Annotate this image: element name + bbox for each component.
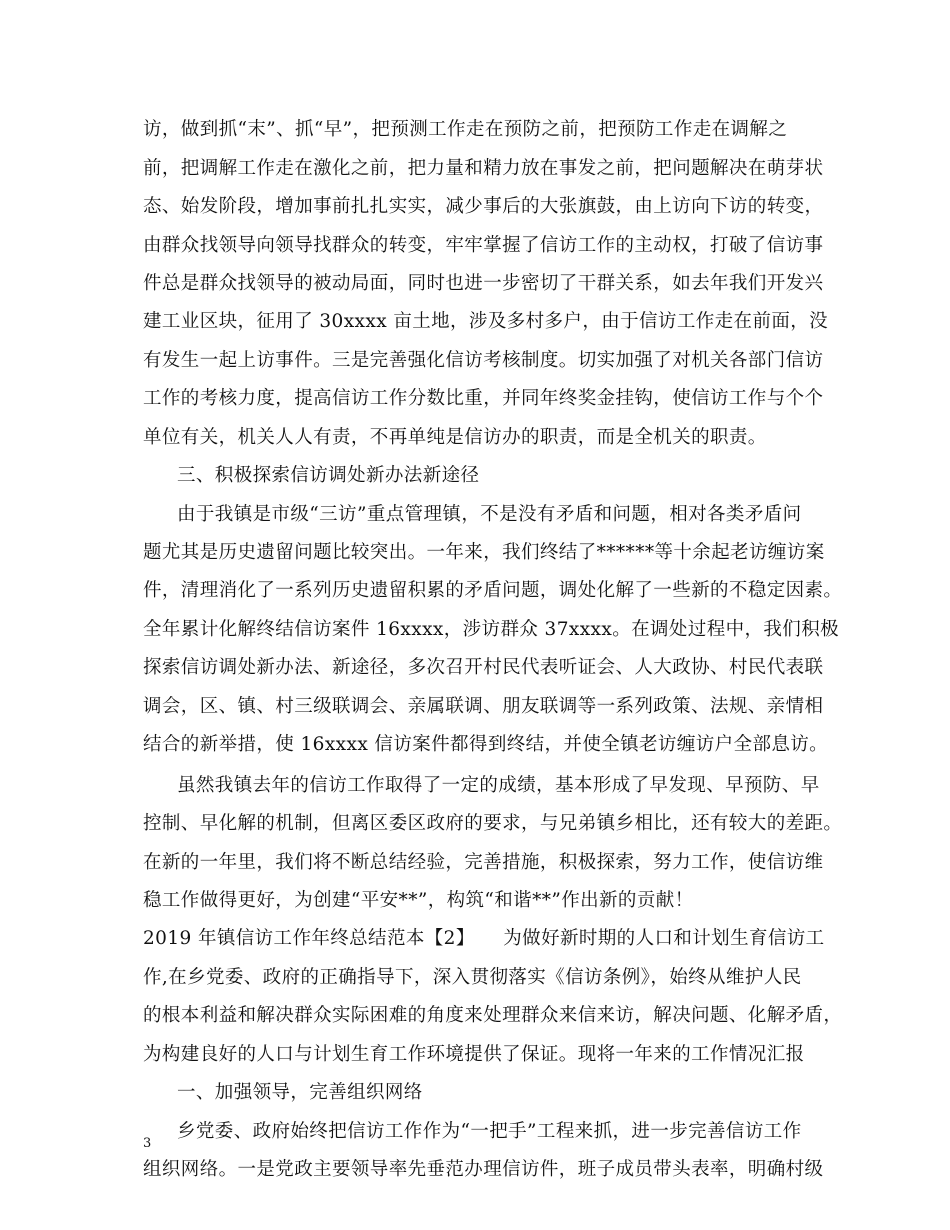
- text-line: 全年累计化解终结信访案件 16xxxx，涉访群众 37xxxx。在调处过程中，我们积极: [143, 619, 840, 640]
- text-line: 单位有关，机关人人有责，不再单纯是信访办的职责，而是全机关的职责。: [143, 427, 767, 448]
- text-line: 组织网络。一是党政主要领导率先垂范办理信访件，班子成员带头表率，明确村级: [143, 1159, 824, 1180]
- section-heading: 一、加强领导，完善组织网络: [177, 1082, 423, 1103]
- text-line: 的根本利益和解决群众实际困难的角度来处理群众来信来访，解决问题、化解矛盾，: [143, 1005, 843, 1026]
- text-line: 2019 年镇信访工作年终总结范本【2】 为做好新时期的人口和计划生育信访工: [143, 928, 825, 949]
- text-line: 工作的考核力度，提高信访工作分数比重，并同年终奖金挂钩，使信访工作与个个: [143, 388, 824, 409]
- text-line: 题尤其是历史遗留问题比较突出。一年来，我们终结了******等十余起老访缠访案: [143, 542, 825, 563]
- text-line: 乡党委、政府始终把信访工作作为“一把手”工程来抓，进一步完善信访工作: [177, 1121, 802, 1142]
- text-line: 控制、早化解的机制，但离区委区政府的要求，与兄弟镇乡相比，还有较大的差距。: [143, 813, 843, 834]
- text-line: 作,在乡党委、政府的正确指导下，深入贯彻落实《信访条例》，始终从维护人民: [143, 967, 802, 988]
- text-line: 结合的新举措，使 16xxxx 信访案件都得到终结，并使全镇老访缠访户全部息访。: [143, 734, 829, 755]
- text-line: 由于我镇是市级“三访”重点管理镇，不是没有矛盾和问题，相对各类矛盾问: [177, 504, 802, 525]
- text-line: 调会，区、镇、村三级联调会、亲属联调、朋友联调等一系列政策、法规、亲情相: [143, 696, 824, 717]
- text-line: 件，清理消化了一系列历史遗留积累的矛盾问题，调处化解了一些新的不稳定因素。: [143, 580, 843, 601]
- text-line: 虽然我镇去年的信访工作取得了一定的成绩，基本形成了早发现、早预防、早: [177, 775, 820, 796]
- text-line: 件总是群众找领导的被动局面，同时也进一步密切了干群关系，如去年我们开发兴: [143, 273, 824, 294]
- section-heading: 三、积极探索信访调处新办法新途径: [177, 465, 480, 486]
- text-line: 前，把调解工作走在激化之前，把力量和精力放在事发之前，把问题解决在萌芽状: [143, 158, 824, 179]
- text-line: 为构建良好的人口与计划生育工作环境提供了保证。现将一年来的工作情况汇报: [143, 1044, 805, 1065]
- text-line: 由群众找领导向领导找群众的转变，牢牢掌握了信访工作的主动权，打破了信访事: [143, 235, 824, 256]
- text-line: 建工业区块，征用了 30xxxx 亩土地，涉及多村多户，由于信访工作走在前面，没: [143, 311, 829, 332]
- text-line: 访，做到抓“末”、抓“早”，把预测工作走在预防之前，把预防工作走在调解之: [143, 119, 788, 140]
- text-line: 有发生一起上访事件。三是完善强化信访考核制度。切实加强了对机关各部门信访: [143, 350, 824, 371]
- text-line: 态、始发阶段，增加事前扎扎实实，减少事后的大张旗鼓，由上访向下访的转变，: [143, 196, 824, 217]
- text-line: 在新的一年里，我们将不断总结经验，完善措施，积极探索，努力工作，使信访维: [143, 852, 824, 873]
- text-line: 探索信访调处新办法、新途径，多次召开村民代表听证会、人大政协、村民代表联: [143, 657, 824, 678]
- text-line: 稳工作做得更好，为创建“平安**”，构筑“和谐**”作出新的贡献！: [143, 890, 694, 911]
- page-number: 3: [143, 1136, 152, 1151]
